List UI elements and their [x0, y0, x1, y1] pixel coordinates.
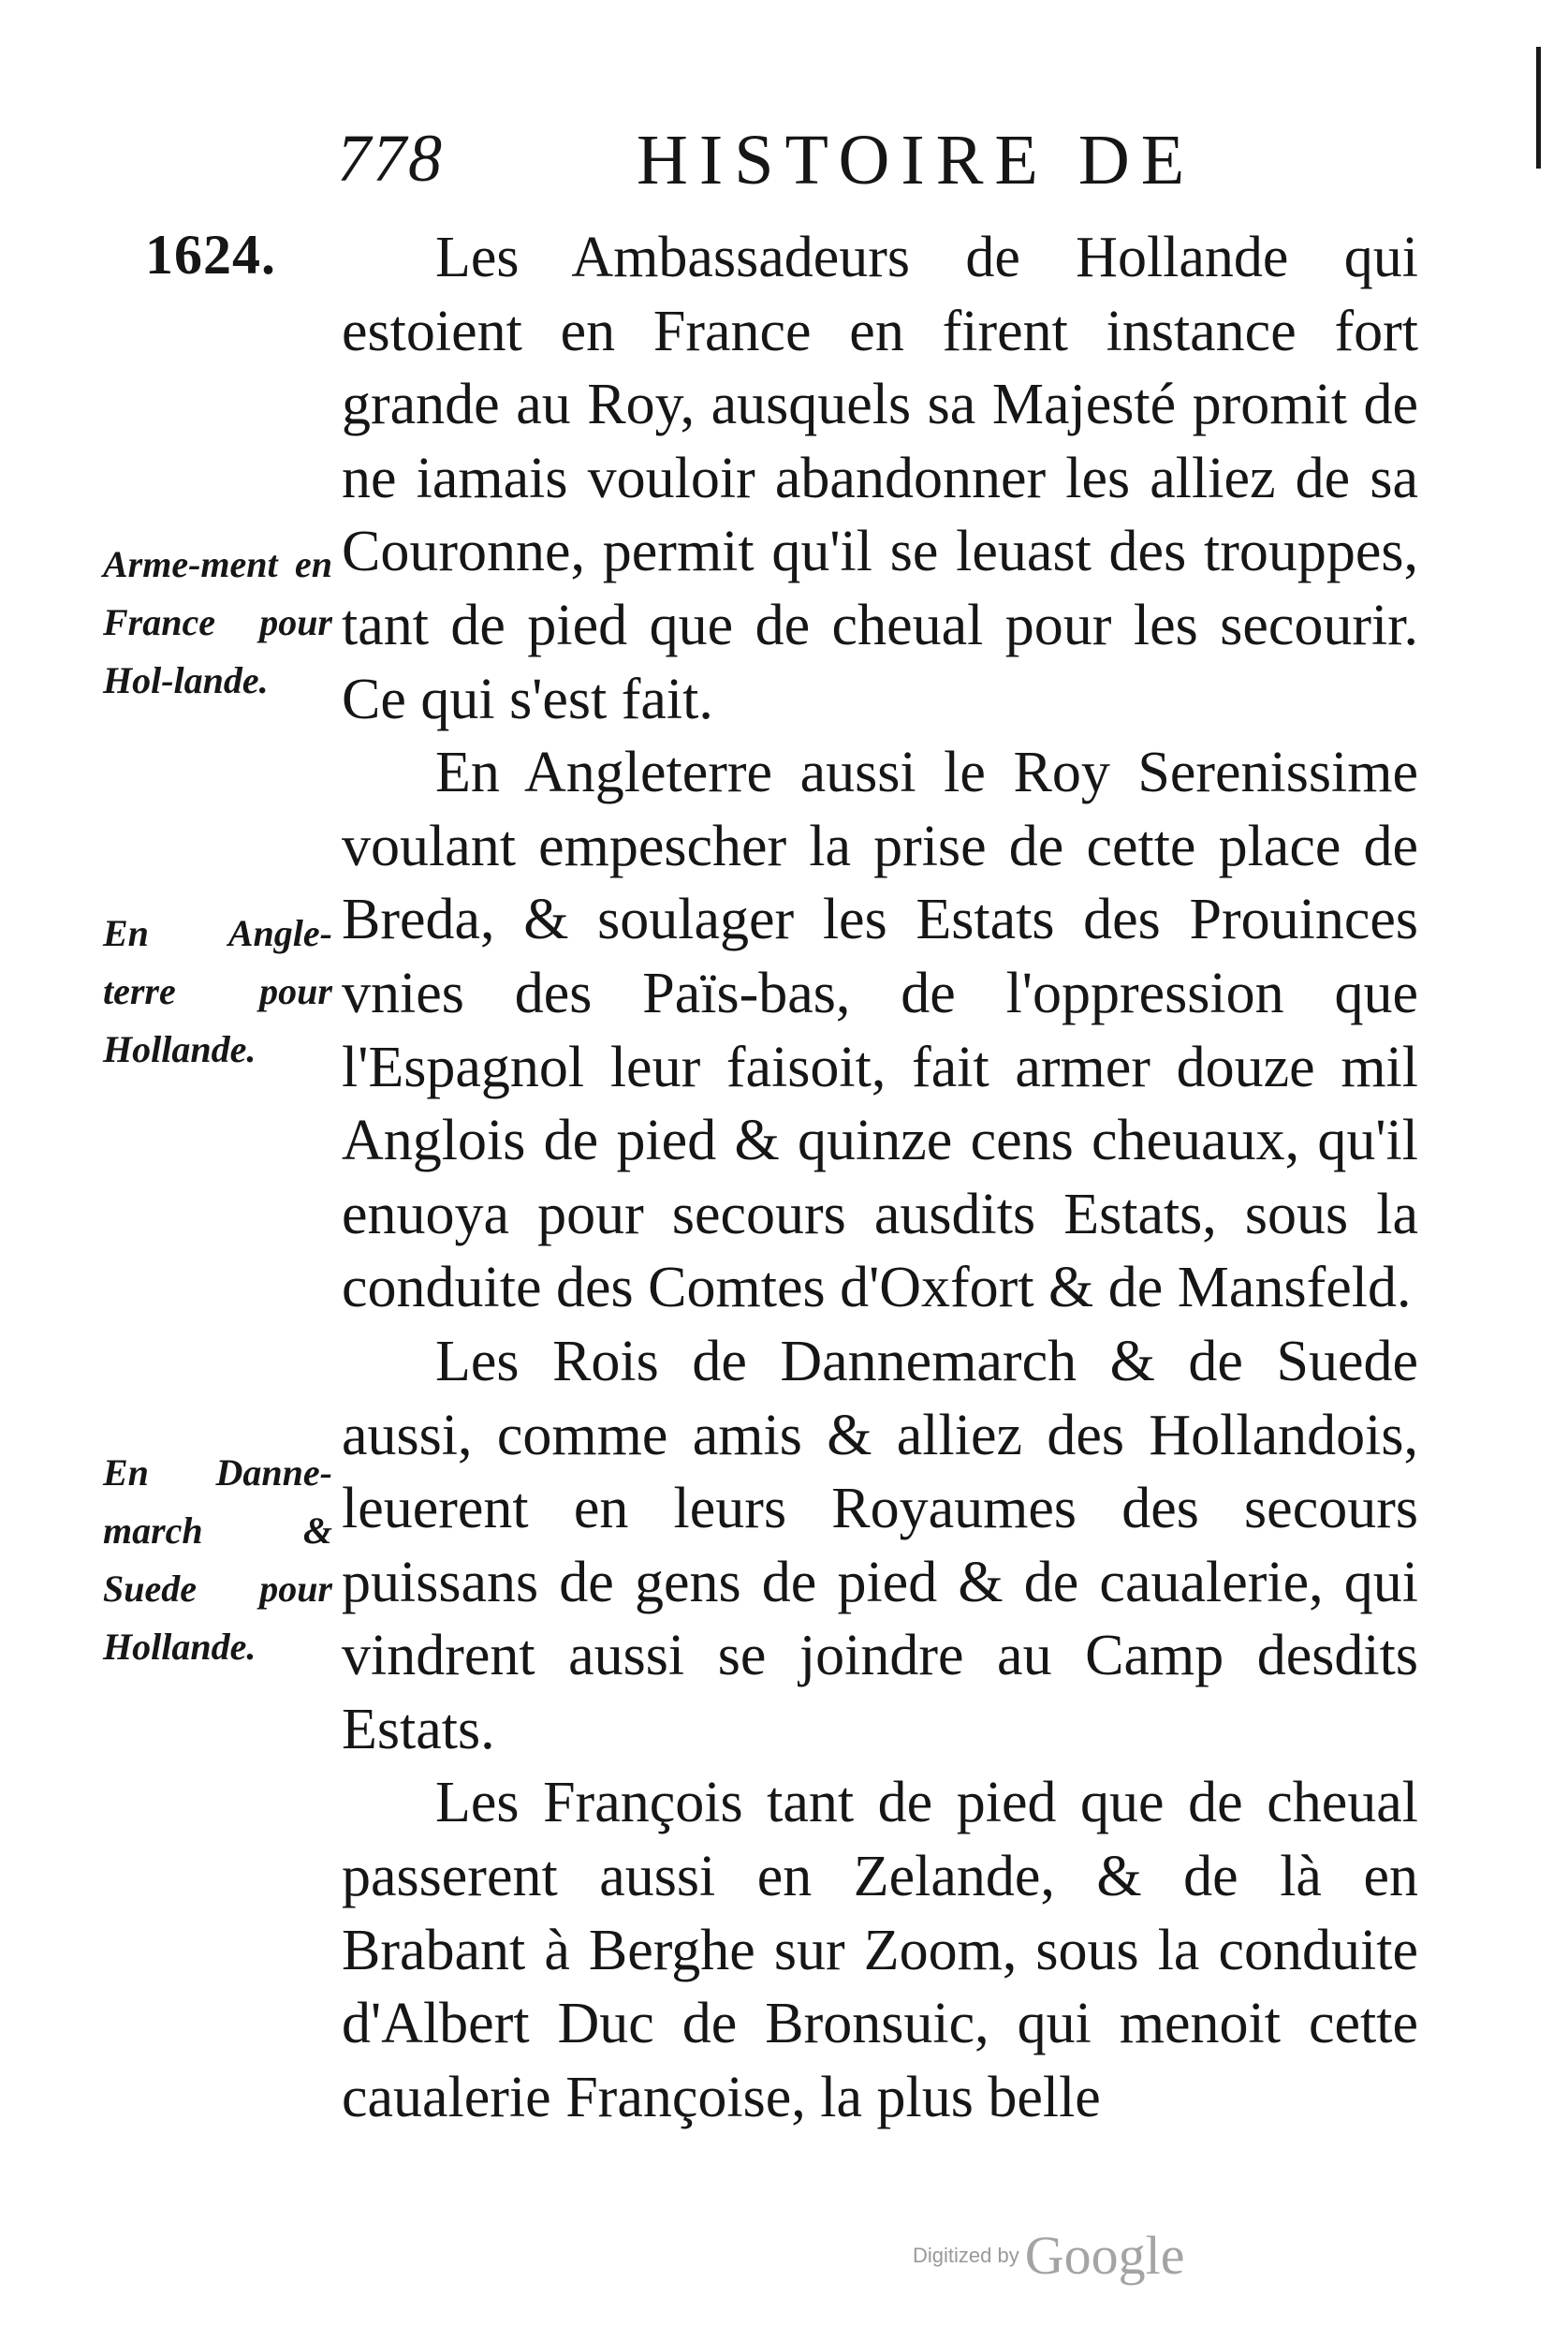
- margin-note-angleterre: En Angle-terre pour Hollande.: [103, 912, 332, 1070]
- paragraph-ambassadeurs: Les Ambassadeurs de Hollande qui estoient en France en firent instance fort grande au Roy, ausquels sa Majesté promit de ne iamais vouloir abandonner les alliez de sa Couronne, permit qu'il se leuast des trouppes, tant de pied que de cheual pour les secourir. Ce qui s'est fait.: [342, 226, 1418, 731]
- page-number: 778: [337, 121, 444, 196]
- year-marker: 1624.: [145, 224, 276, 286]
- margin-note-armement-france: Arme-ment en France pour Hol-lande.: [103, 543, 332, 701]
- digitized-watermark: [913, 2224, 1184, 2287]
- paragraph-angleterre: En Angleterre aussi le Roy Serenissime voulant empescher la prise de cette place de Breda, & soulager les Estats des Prouinces vnies des Païs-bas, de l'oppression que l'Espagnol leur faisoit, fait armer douze mil Anglois de pied & quinze cens cheuaux, qu'il enuoya pour secours ausdits Estats, sous la conduite des Comtes d'Oxfort & de Mansfeld.: [342, 741, 1418, 1320]
- running-title: HISTOIRE DE: [637, 121, 1196, 199]
- watermark-prefix: Digitized by: [913, 2243, 1019, 2267]
- main-text-block: [342, 221, 1418, 2134]
- paragraph-dannemarch: Les Rois de Dannemarch & de Suede aussi, comme amis & alliez des Hollandois, leuerent en leurs Royaumes des secours puissans de gens de pied & de caualerie, qui vindrent aussi se joindre au Camp desdits Estats.: [342, 1329, 1418, 1761]
- page-header: [337, 120, 1273, 213]
- margin-note-dannemarch-suede: En Danne-march & Suede pour Hollande.: [103, 1451, 332, 1668]
- page-edge-line: [1536, 47, 1541, 169]
- paragraph-francois: Les François tant de pied que de cheual passerent aussi en Zelande, & de là en Brabant à Berghe sur Zoom, sous la conduite d'Albert Duc de Bronsuic, qui menoit cette caualerie Françoise, la plus belle: [342, 1771, 1418, 2129]
- watermark-brand: Google: [1024, 2225, 1185, 2286]
